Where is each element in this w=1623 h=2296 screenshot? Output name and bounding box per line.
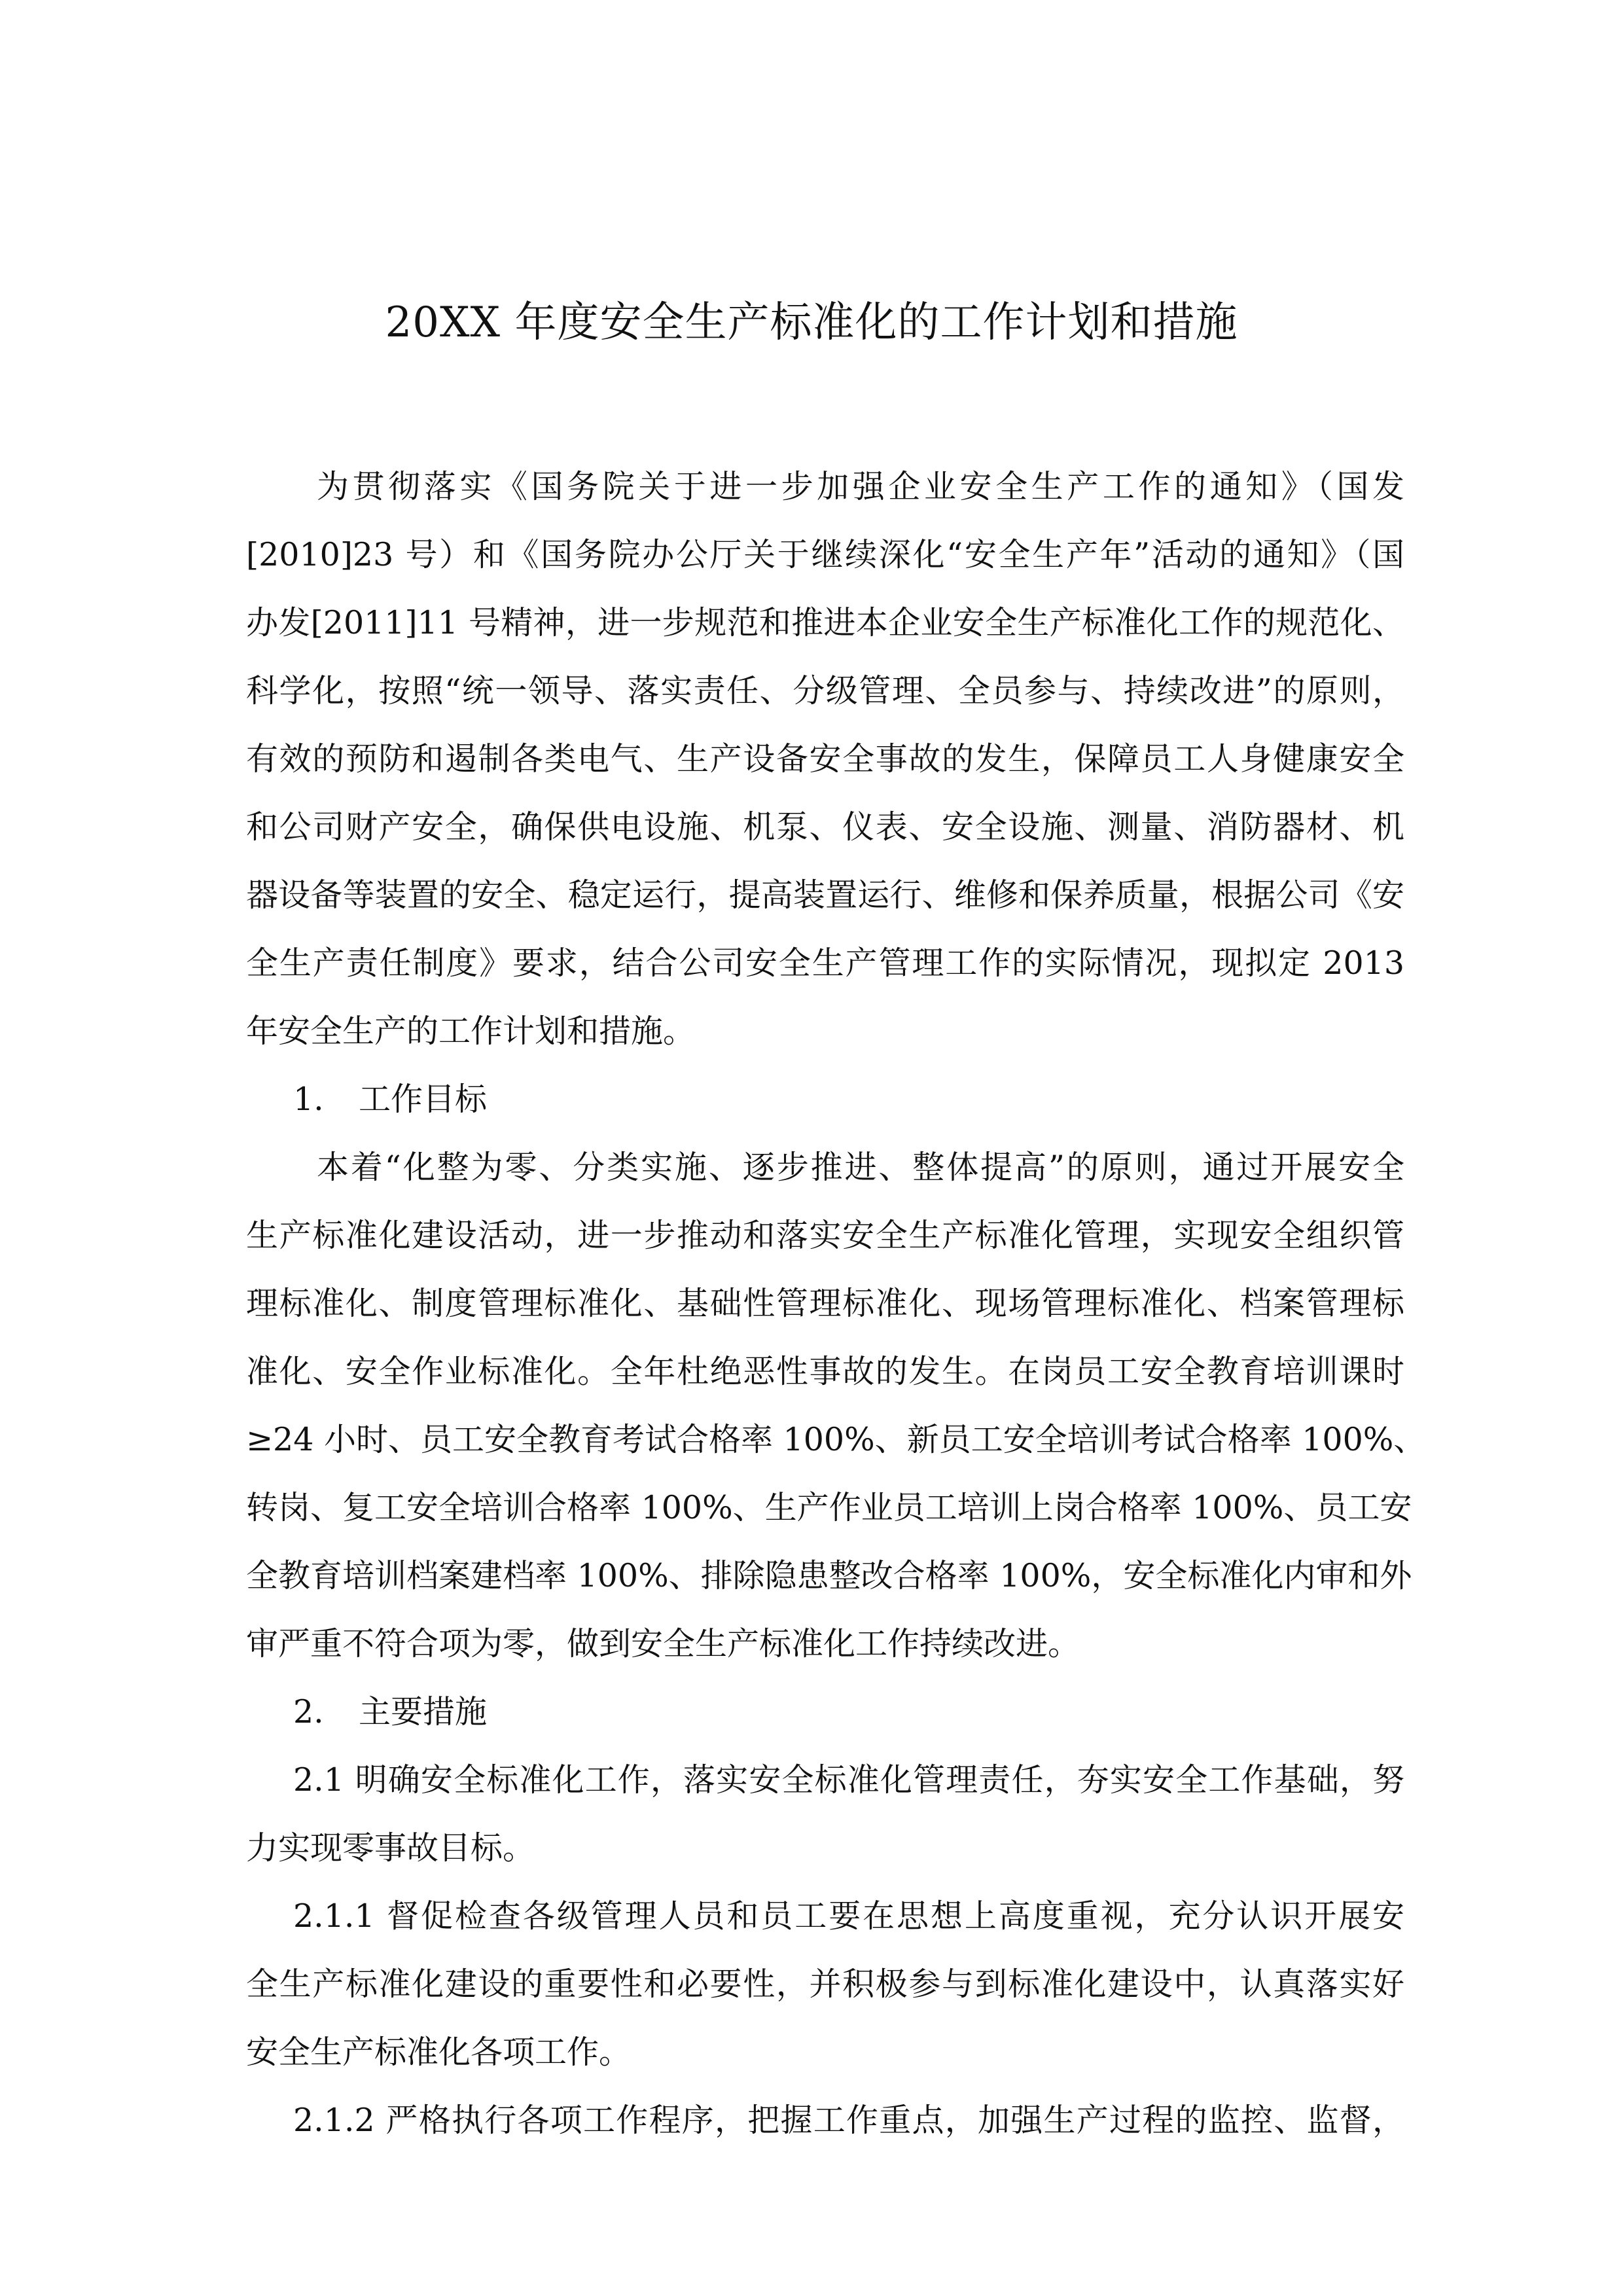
paragraph-line: 办发[2011]11 号精神，进一步规范和推进本企业安全生产标准化工作的规范化、 bbox=[246, 604, 1404, 641]
section-heading-text: 主要措施 bbox=[359, 1693, 488, 1731]
paragraph-line: 和公司财产安全，确保供电设施、机泵、仪表、安全设施、测量、消防器材、机 bbox=[246, 808, 1404, 846]
paragraph-line: 2.1 明确安全标准化工作，落实安全标准化管理责任，夯实安全工作基础，努 bbox=[293, 1761, 1404, 1799]
section-number: 2. bbox=[293, 1693, 324, 1731]
paragraph-line: 审严重不符合项为零，做到安全生产标准化工作持续改进。 bbox=[246, 1625, 1080, 1662]
paragraph-line: ≥24 小时、员工安全教育考试合格率 100%、新员工安全培训考试合格率 100%、 bbox=[246, 1421, 1426, 1458]
paragraph-line: 生产标准化建设活动，进一步推动和落实安全生产标准化管理，实现安全组织管 bbox=[246, 1217, 1404, 1254]
paragraph-line: 2.1.2 严格执行各项工作程序，把握工作重点，加强生产过程的监控、监督， bbox=[293, 2102, 1404, 2139]
paragraph-line: 理标准化、制度管理标准化、基础性管理标准化、现场管理标准化、档案管理标 bbox=[246, 1285, 1404, 1322]
paragraph-line: 全生产责任制度》要求，结合公司安全生产管理工作的实际情况，现拟定 2013 bbox=[246, 944, 1404, 982]
document-body bbox=[246, 453, 1426, 2155]
paragraph-line: 准化、安全作业标准化。全年杜绝恶性事故的发生。在岗员工安全教育培训课时 bbox=[246, 1353, 1404, 1390]
paragraph-line: 年安全生产的工作计划和措施。 bbox=[246, 1013, 696, 1050]
paragraph-line: 安全生产标准化各项工作。 bbox=[246, 2034, 632, 2071]
section-number: 1. bbox=[293, 1081, 324, 1118]
section-heading-main-measures bbox=[246, 1678, 1404, 1746]
document-title: 20XX 年度安全生产标准化的工作计划和措施 bbox=[385, 298, 1238, 347]
paragraph-line: 本着“化整为零、分类实施、逐步推进、整体提高”的原则，通过开展安全 bbox=[317, 1149, 1404, 1186]
paragraph-line: [2010]23 号）和《国务院办公厅关于继续深化“安全生产年”活动的通知》（国 bbox=[246, 536, 1404, 573]
paragraph-line: 全生产标准化建设的重要性和必要性，并积极参与到标准化建设中，认真落实好 bbox=[246, 1965, 1404, 2003]
subsection-2-1 bbox=[246, 1746, 1404, 1882]
paragraph-line: 力实现零事故目标。 bbox=[246, 1829, 535, 1867]
subsection-2-1-2 bbox=[246, 2087, 1404, 2155]
paragraph-line: 为贯彻落实《国务院关于进一步加强企业安全生产工作的通知》（国发 bbox=[317, 468, 1404, 505]
paragraph-line: 全教育培训档案建档率 100%、排除隐患整改合格率 100%，安全标准化内审和外 bbox=[246, 1557, 1412, 1594]
paragraph-line: 科学化，按照“统一领导、落实责任、分级管理、全员参与、持续改进”的原则， bbox=[246, 672, 1404, 709]
section-heading-work-goals bbox=[246, 1066, 1404, 1134]
paragraph-line: 转岗、复工安全培训合格率 100%、生产作业员工培训上岗合格率 100%、员工安 bbox=[246, 1489, 1412, 1526]
section-heading-text: 工作目标 bbox=[359, 1081, 488, 1118]
subsection-2-1-1 bbox=[246, 1882, 1404, 2087]
intro-paragraph bbox=[246, 453, 1404, 1066]
paragraph-line: 2.1.1 督促检查各级管理人员和员工要在思想上高度重视，充分认识开展安 bbox=[293, 1897, 1404, 1935]
work-goals-paragraph bbox=[246, 1134, 1426, 1678]
paragraph-line: 有效的预防和遏制各类电气、生产设备安全事故的发生，保障员工人身健康安全 bbox=[246, 740, 1404, 778]
paragraph-line: 器设备等装置的安全、稳定运行，提高装置运行、维修和保养质量，根据公司《安 bbox=[246, 876, 1404, 914]
